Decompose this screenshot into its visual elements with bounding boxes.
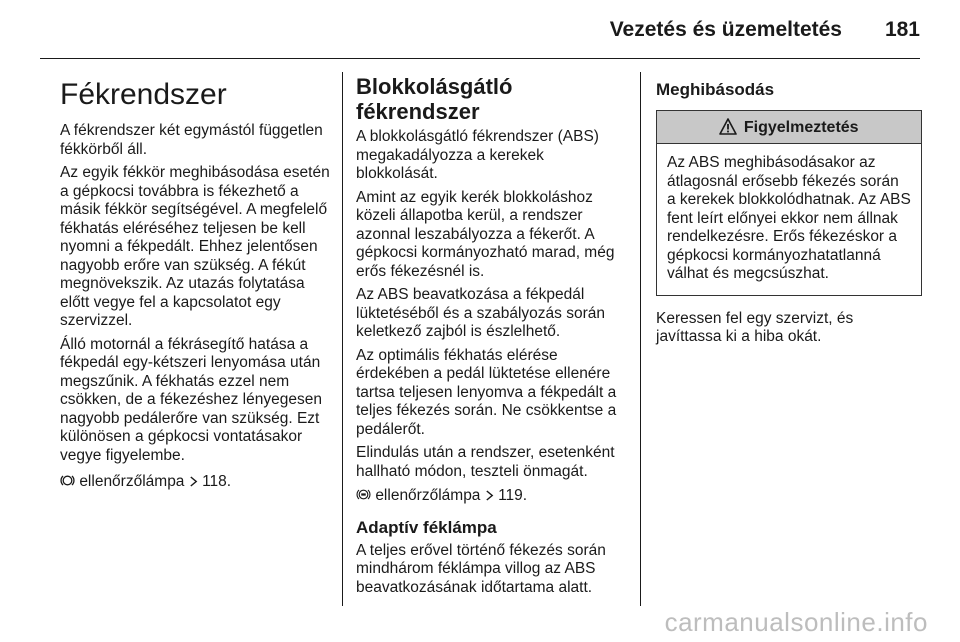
- paragraph: Az ABS beavatkozása a fékpedál lüktetéséből és a szabályozás során keletkező zajból is észlelhető.: [356, 286, 606, 340]
- reference-label: ellenőrzőlámpa: [375, 487, 481, 504]
- paragraph: A teljes erővel történő fékezés során mindhárom féklámpa villog az ABS beavatkozásának időtartama alatt.: [356, 541, 606, 596]
- paragraph: A blokkolásgátló fékrendszer (ABS) megakadályozza a kerekek blokkolását.: [356, 128, 599, 182]
- section-title-line-1: Blokkolásgátló: [356, 74, 513, 99]
- reference-page: 119.: [498, 487, 528, 504]
- section-title: Fékrendszer: [60, 78, 227, 111]
- paragraph: Álló motornál a fékrásegítő hatása a fékpedál egy-kétszeri lenyomása után megszűnik. A fékhatás ezzel nem csökken, de a fékezéshez lényegesen nagyobb pedálerőre van szükség. Ezt különösen a gépkocsi vontatásakor vegye figyelembe.: [60, 335, 322, 464]
- warning-box: [656, 110, 922, 296]
- reference-line: [356, 487, 628, 506]
- paragraph: Az egyik fékkör meghibásodása esetén a gépkocsi továbbra is fékezhető a másik fékkör segítségével. A megfelelő fékhatás eléréséhez teljesen be kell nyomni a fékpedált. Ehhez jelentősen nagyobb erőre van szükség. A fékút megnövekszik. Az utazás folytatása előtt vegye fel a kapcsolatot egy szervizzel.: [60, 164, 330, 329]
- reference-label: ellenőrzőlámpa: [79, 473, 185, 490]
- warning-triangle-icon: [719, 118, 737, 135]
- paragraph: Keressen fel egy szervizt, és javíttassa ki a hiba okát.: [656, 309, 854, 345]
- section-title: Meghibásodás: [656, 80, 775, 99]
- warning-body: [657, 144, 921, 295]
- abs-warning-icon: [356, 487, 371, 502]
- reference-line: [60, 473, 332, 492]
- paragraph: Amint az egyik kerék blokkoláshoz közeli állapotba kerül, a rendszer azonnal leszabályozza a fékerőt. A gépkocsi kormányozható marad, még erős fékezésnél is.: [356, 188, 615, 280]
- brake-warning-icon: [60, 473, 75, 488]
- column-abs: [356, 72, 628, 602]
- paragraph: A fékrendszer két egymástól független fékkörből áll.: [60, 122, 323, 158]
- warning-title: Figyelmeztetés: [743, 119, 859, 136]
- subsection-title: Adaptív féklámpa: [356, 517, 497, 537]
- header-rule: [40, 58, 920, 59]
- column-malfunction: [656, 72, 922, 352]
- page-reference-arrow-icon: [485, 490, 494, 501]
- section-title-line-2: fékrendszer: [356, 99, 480, 124]
- watermark: carmanualsonline.info: [664, 607, 928, 637]
- column-divider-1: [342, 72, 343, 606]
- reference-page: 118.: [202, 473, 232, 490]
- warning-text: Az ABS meghibásodásakor az átlagosnál erősebb fékezés során a kerekek blokkolódhatnak. Az ABS fent leírt előnyei ekkor nem állnak rendelkezésre. Erős fékezéskor a gépkocsi kormányozhatatlanná válhat és megcsúszhat.: [667, 154, 911, 282]
- header-title: Vezetés és üzemeltetés: [609, 18, 842, 41]
- page-reference-arrow-icon: [189, 476, 198, 487]
- paragraph: Az optimális fékhatás elérése érdekében a pedál lüktetése ellenére tartsa teljesen lenyomva a fékpedált a teljes fékezés során. Ne csökkentse a pedálerőt.: [356, 346, 617, 438]
- page-number: 181: [884, 18, 920, 41]
- page-header: [0, 16, 960, 56]
- paragraph: Elindulás után a rendszer, esetenként hallható módon, teszteli önmagát.: [356, 444, 615, 480]
- section-title: [356, 74, 628, 124]
- column-divider-2: [640, 72, 641, 606]
- column-brake-system: [60, 72, 332, 497]
- warning-header: [657, 111, 921, 144]
